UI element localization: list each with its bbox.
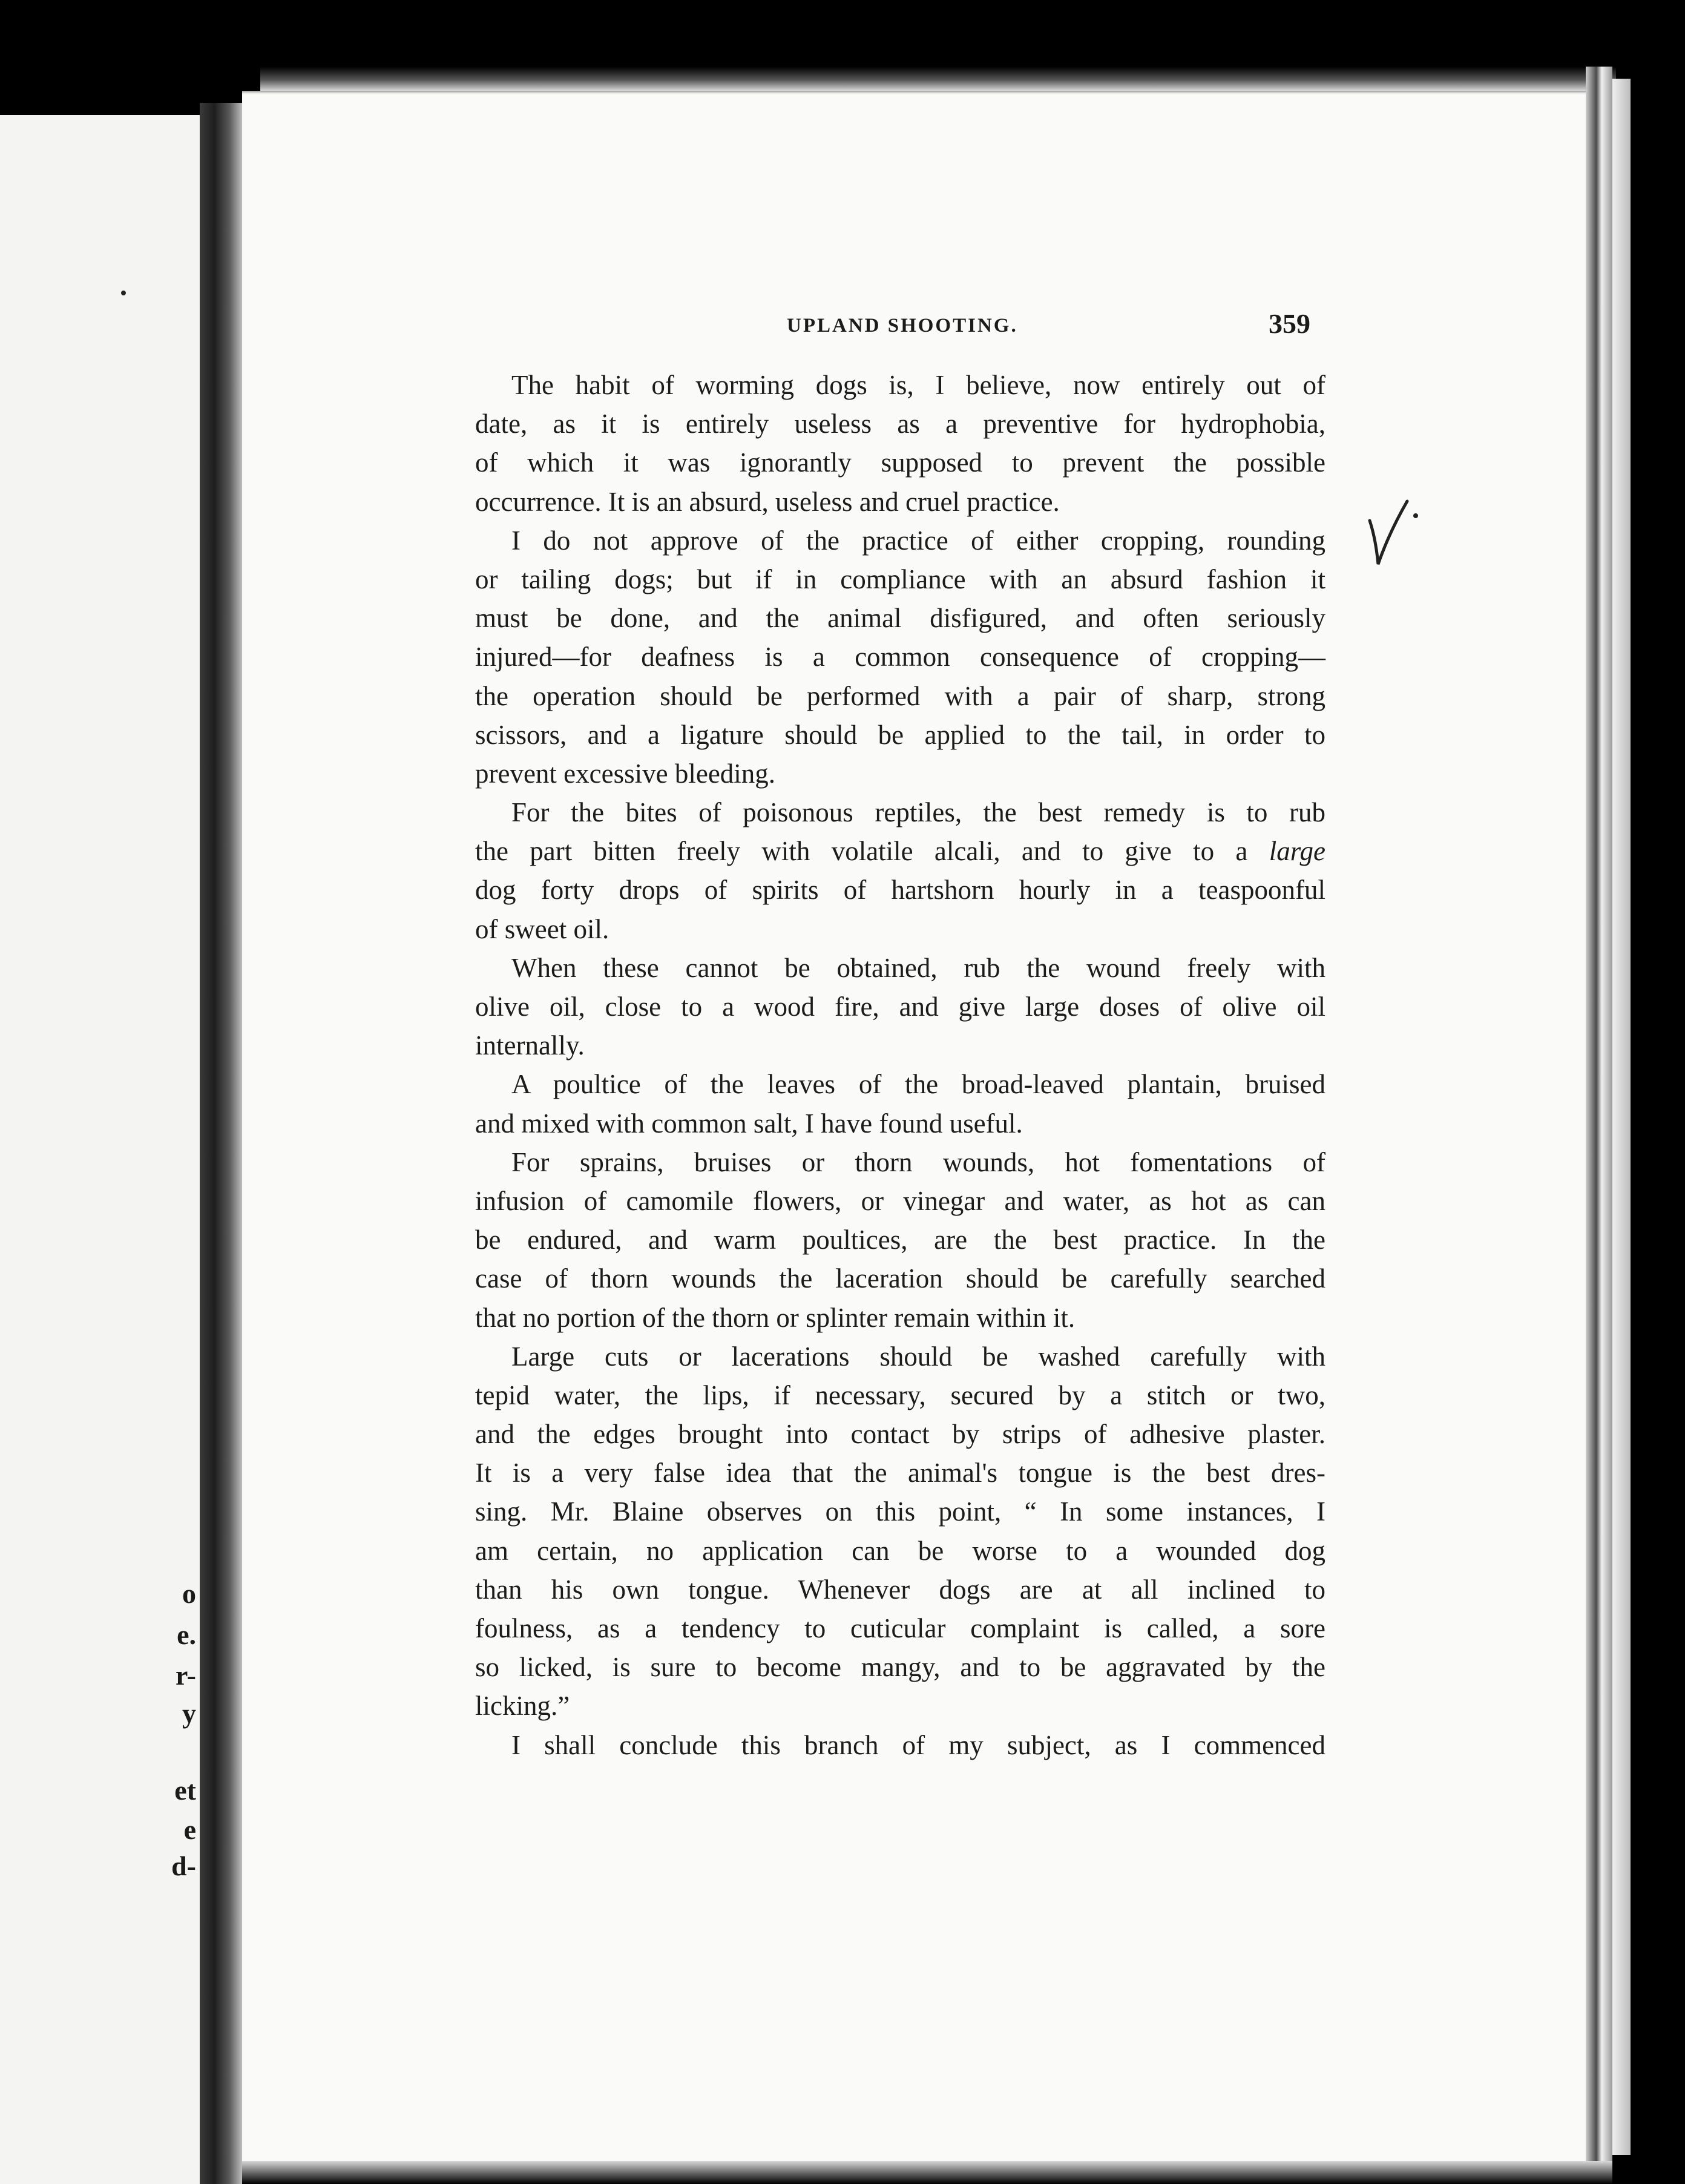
left-page-fragment: o — [182, 1578, 196, 1609]
text-line: be endured, and warm poultices, are the best practice. In the — [475, 1225, 1325, 1255]
text-line: the operation should be performed with a pair of sharp, strong — [475, 680, 1325, 711]
text-line: that no portion of the thorn or splinter remain within it. — [475, 1302, 1076, 1333]
text-line: The habit of worming dogs is, I believe, now entirely out of — [511, 370, 1325, 400]
text-line: I do not approve of the practice of either cropping, rounding — [511, 525, 1325, 556]
left-page-fragment: d- — [171, 1850, 196, 1881]
page-stack-edge — [1612, 79, 1631, 2155]
left-page-fragment: e — [183, 1814, 196, 1845]
handwritten-check-mark-icon — [1365, 496, 1419, 569]
text-line: date, as it is entirely useless as a preventive for hydrophobia, — [475, 409, 1325, 439]
page-right-edge — [1586, 67, 1612, 2167]
text-line: or tailing dogs; but if in compliance with an absurd fashion it — [475, 564, 1325, 594]
left-page-fragment: r- — [175, 1660, 196, 1691]
text-line: Large cuts or lacerations should be washed carefully with — [511, 1341, 1325, 1372]
text-line: When these cannot be obtained, rub the wound freely with — [511, 952, 1325, 983]
text-line: For sprains, bruises or thorn wounds, hot fomentations of — [511, 1146, 1325, 1177]
text-line: of sweet oil. — [475, 913, 609, 944]
book-binding-gutter — [200, 103, 242, 2184]
text-line: licking.” — [475, 1691, 570, 1722]
text-line: foulness, as a tendency to cuticular complaint is called, a sore — [475, 1613, 1325, 1643]
text-line: must be done, and the animal disfigured, and often seriously — [475, 603, 1325, 634]
text-line: It is a very false idea that the animal's tongue is the best dres- — [475, 1458, 1325, 1488]
text-line: prevent excessive bleeding. — [475, 758, 776, 789]
ink-speck — [121, 291, 126, 295]
left-page-fragment: e. — [177, 1619, 196, 1650]
text-line-plain: the part bitten freely with volatile alcali, and to give to a — [475, 836, 1248, 867]
text-line: injured—for deafness is a common consequence of cropping— — [475, 642, 1325, 673]
page-bottom-edge — [242, 2161, 1612, 2184]
text-line: A poultice of the leaves of the broad-leaved plantain, bruised — [511, 1069, 1325, 1100]
text-line: occurrence. It is an absurd, useless and cruel practice. — [475, 486, 1060, 517]
text-line: of which it was ignorantly supposed to prevent the possible — [475, 447, 1325, 478]
italic-word: large — [1269, 836, 1326, 867]
page-number: 359 — [1269, 308, 1310, 339]
text-line: sing. Mr. Blaine observes on this point, “ In some instances, I — [475, 1496, 1325, 1527]
running-head: UPLAND SHOOTING. — [787, 315, 1018, 337]
text-line: I shall conclude this branch of my subject, as I commenced — [511, 1729, 1325, 1760]
text-line: and the edges brought into contact by strips of adhesive plaster. — [475, 1419, 1325, 1450]
text-line: infusion of camomile flowers, or vinegar and water, as hot as can — [475, 1185, 1325, 1216]
text-line: olive oil, close to a wood fire, and give large doses of olive oil — [475, 992, 1325, 1022]
text-line — [475, 832, 1325, 870]
text-line: For the bites of poisonous reptiles, the best remedy is to rub — [511, 797, 1325, 828]
body-text — [475, 366, 1325, 1765]
text-line: internally. — [475, 1030, 585, 1061]
text-line: and mixed with common salt, I have found useful. — [475, 1108, 1023, 1139]
text-line: case of thorn wounds the laceration should be carefully searched — [475, 1263, 1325, 1294]
left-facing-page — [0, 115, 200, 2184]
text-line: than his own tongue. Whenever dogs are at all inclined to — [475, 1574, 1325, 1605]
text-line: dog forty drops of spirits of hartshorn hourly in a teaspoonful — [475, 875, 1325, 906]
page-top-edge — [260, 67, 1616, 91]
text-line: tepid water, the lips, if necessary, secured by a stitch or two, — [475, 1380, 1325, 1410]
left-page-fragment: y — [182, 1698, 196, 1729]
text-line: am certain, no application can be worse to a wounded dog — [475, 1535, 1325, 1566]
left-page-fragment: et — [174, 1775, 196, 1806]
text-line: scissors, and a ligature should be applied to the tail, in order to — [475, 719, 1325, 750]
text-line: so licked, is sure to become mangy, and to be aggravated by the — [475, 1652, 1325, 1683]
